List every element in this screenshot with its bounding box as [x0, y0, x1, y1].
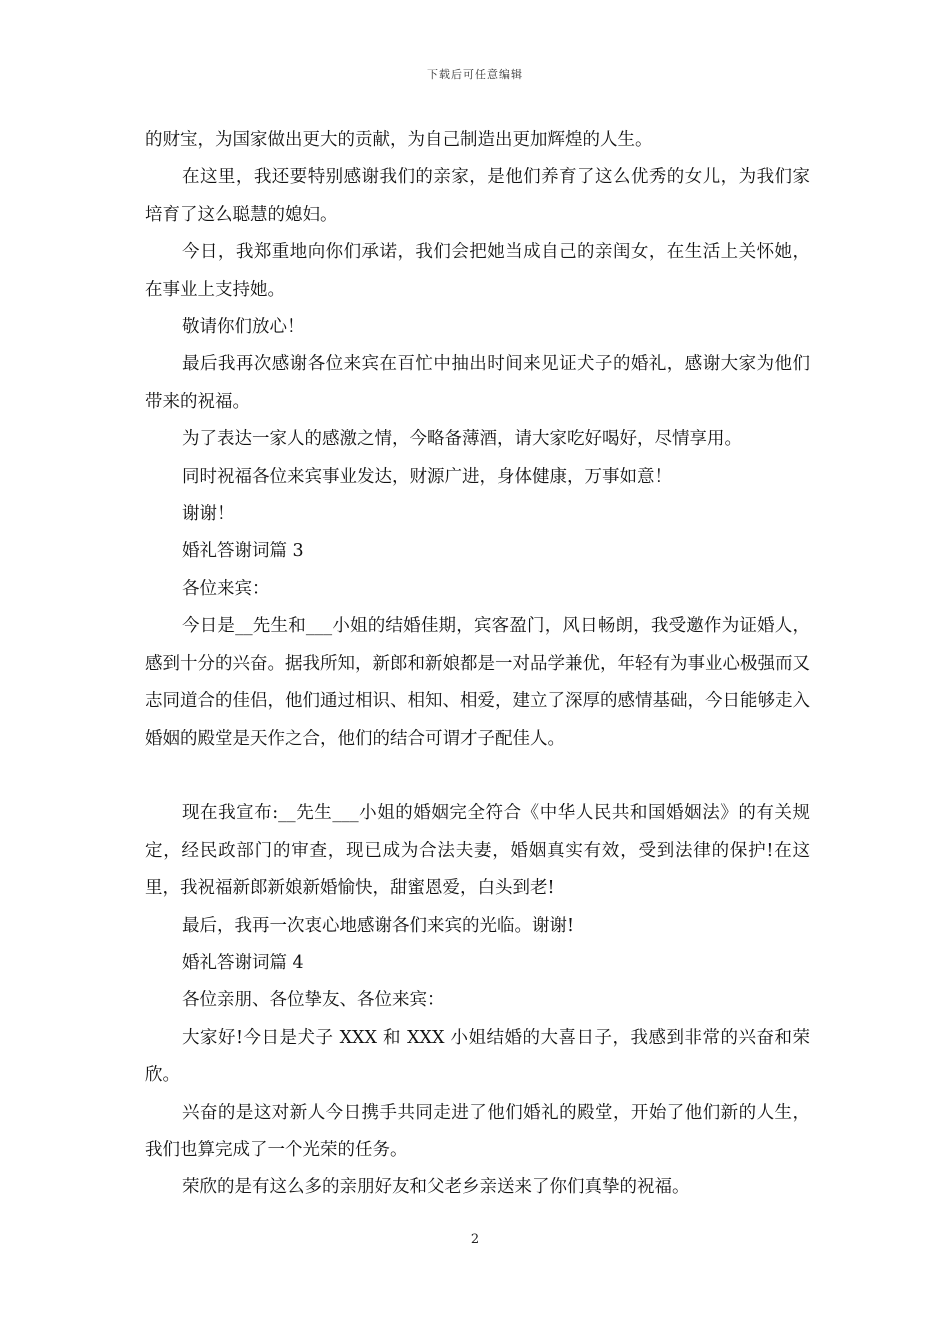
blank-line: [145, 758, 810, 795]
salutation: 各位来宾：: [182, 578, 270, 599]
paragraph: 最后，我再一次衷心地感谢各们来宾的光临。谢谢!: [182, 915, 575, 936]
paragraph: 荣欣的是有这么多的亲朋好友和父老乡亲送来了你们真挚的祝福。: [182, 1177, 690, 1198]
document-body: [145, 122, 810, 1207]
page-number: 2: [470, 1232, 480, 1247]
paragraph-continuation: 的财宝，为国家做出更大的贡献，为自己制造出更加辉煌的人生。: [145, 130, 653, 150]
paragraph: 敬请你们放心！: [182, 317, 305, 338]
paragraph: 在这里，我还要特别感谢我们的亲家，是他们养育了这么优秀的女儿，为我们家培育了这么聪慧的媳妇。: [145, 167, 810, 225]
paragraph: 为了表达一家人的感激之情，今略备薄酒，请大家吃好喝好，尽情享用。: [182, 429, 742, 450]
paragraph: 最后我再次感谢各位来宾在百忙中抽出时间来见证犬子的婚礼，感谢大家为他们带来的祝福。: [145, 354, 810, 412]
salutation: 各位亲朋、各位挚友、各位来宾：: [182, 990, 445, 1011]
paragraph: 大家好!今日是犬子 XXX 和 XXX 小姐结婚的大喜日子，我感到非常的兴奋和荣欣。: [145, 1027, 810, 1086]
paragraph: 谢谢！: [182, 504, 235, 525]
page-header: 下载后可任意编辑: [427, 68, 523, 81]
paragraph: 今日是__先生和___小姐的结婚佳期，宾客盈门，风日畅朗，我受邀作为证婚人，感到十分的兴奋。据我所知，新郎和新娘都是一对品学兼优，年轻有为事业心极强而又志同道合的佳侣，他们通过相识、相知、相爱，建立了深厚的感情基础，今日能够走入婚姻的殿堂是天作之合，他们的结合可谓才子配佳人。: [145, 616, 810, 749]
section-heading: 婚礼答谢词篇 4: [182, 952, 304, 973]
paragraph: 现在我宣布:__先生___小姐的婚姻完全符合《中华人民共和国婚姻法》的有关规定，经民政部门的审查，现已成为合法夫妻，婚姻真实有效，受到法律的保护!在这里，我祝福新郎新娘新婚愉快，甜蜜恩爱，白头到老!: [145, 803, 810, 899]
paragraph: 同时祝福各位来宾事业发达，财源广进，身体健康，万事如意！: [182, 466, 672, 487]
section-heading: 婚礼答谢词篇 3: [182, 541, 304, 562]
paragraph: 兴奋的是这对新人今日携手共同走进了他们婚礼的殿堂，开始了他们新的人生，我们也算完成了一个光荣的任务。: [145, 1102, 810, 1160]
paragraph: 今日，我郑重地向你们承诺，我们会把她当成自己的亲闺女，在生活上关怀她，在事业上支持她。: [145, 242, 810, 300]
